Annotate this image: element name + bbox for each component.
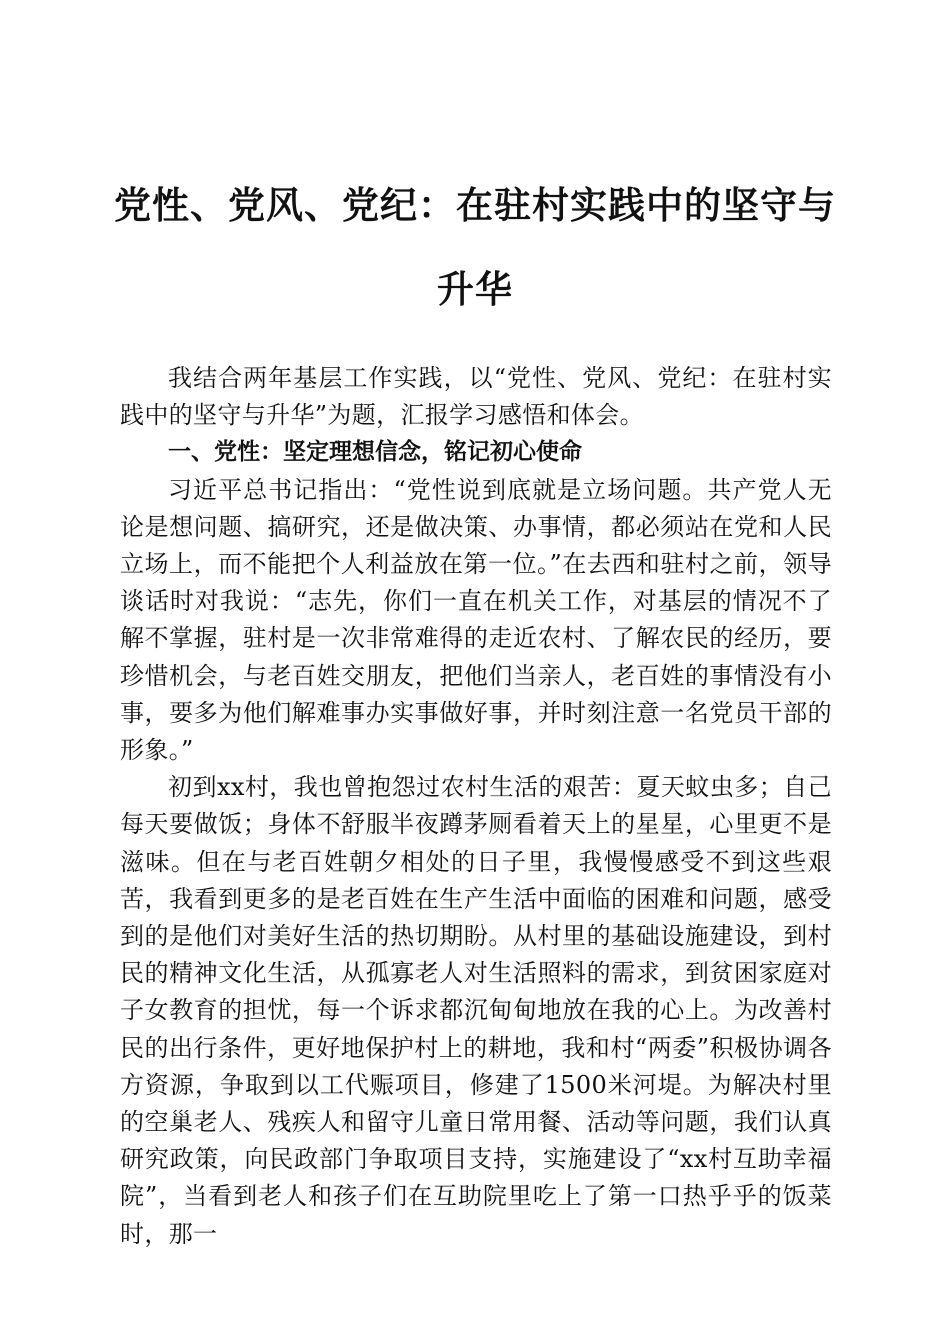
section-heading: 一、党性：坚定理想信念，铭记初心使命 bbox=[168, 439, 582, 466]
document-title: 党性、党风、党纪：在驻村实践中的坚守与升华 bbox=[114, 183, 836, 311]
document-body bbox=[120, 360, 832, 1253]
body-paragraph-2: 初到xx村，我也曾抱怨过农村生活的艰苦：夏天蚊虫多；自己每天要做饭；身体不舒服半夜蹲茅厕看着天上的星星，心里更不是滋味。但在与老百姓朝夕相处的日子里，我慢慢感受不到这些艰苦，我看到更多的是老百姓在生产生活中面临的困难和问题，感受到的是他们对美好生活的热切期盼。从村里的基础设施建设，到村民的精神文化生活，从孤寡老人对生活照料的需求，到贫困家庭对子女教育的担忧，每一个诉求都沉甸甸地放在我的心上。为改善村民的出行条件，更好地保护村上的耕地，我和村“两委”积极协调各方资源，争取到以工代赈项目，修建了1500米河堤。为解决村里的空巢老人、残疾人和留守儿童日常用餐、活动等问题，我们认真研究政策，向民政部门争取项目支持，实施建设了“xx村互助幸福院”，当看到老人和孩子们在互助院里吃上了第一口热乎乎的饭菜时，那一 bbox=[120, 773, 832, 1248]
body-paragraph-1: 习近平总书记指出：“党性说到底就是立场问题。共产党人无论是想问题、搞研究，还是做决策、办事情，都必须站在党和人民立场上，而不能把个人利益放在第一位。”在去西和驻村之前，领导谈话时对我说：“志先，你们一直在机关工作，对基层的情况不了解不掌握，驻村是一次非常难得的走近农村、了解农民的经历，要珍惜机会，与老百姓交朋友，把他们当亲人，老百姓的事情没有小事，要多为他们解难事办实事做好事，并时刻注意一名党员干部的形象。” bbox=[120, 475, 832, 765]
intro-paragraph: 我结合两年基层工作实践，以“党性、党风、党纪：在驻村实践中的坚守与升华”为题，汇报学习感悟和体会。 bbox=[120, 364, 832, 430]
